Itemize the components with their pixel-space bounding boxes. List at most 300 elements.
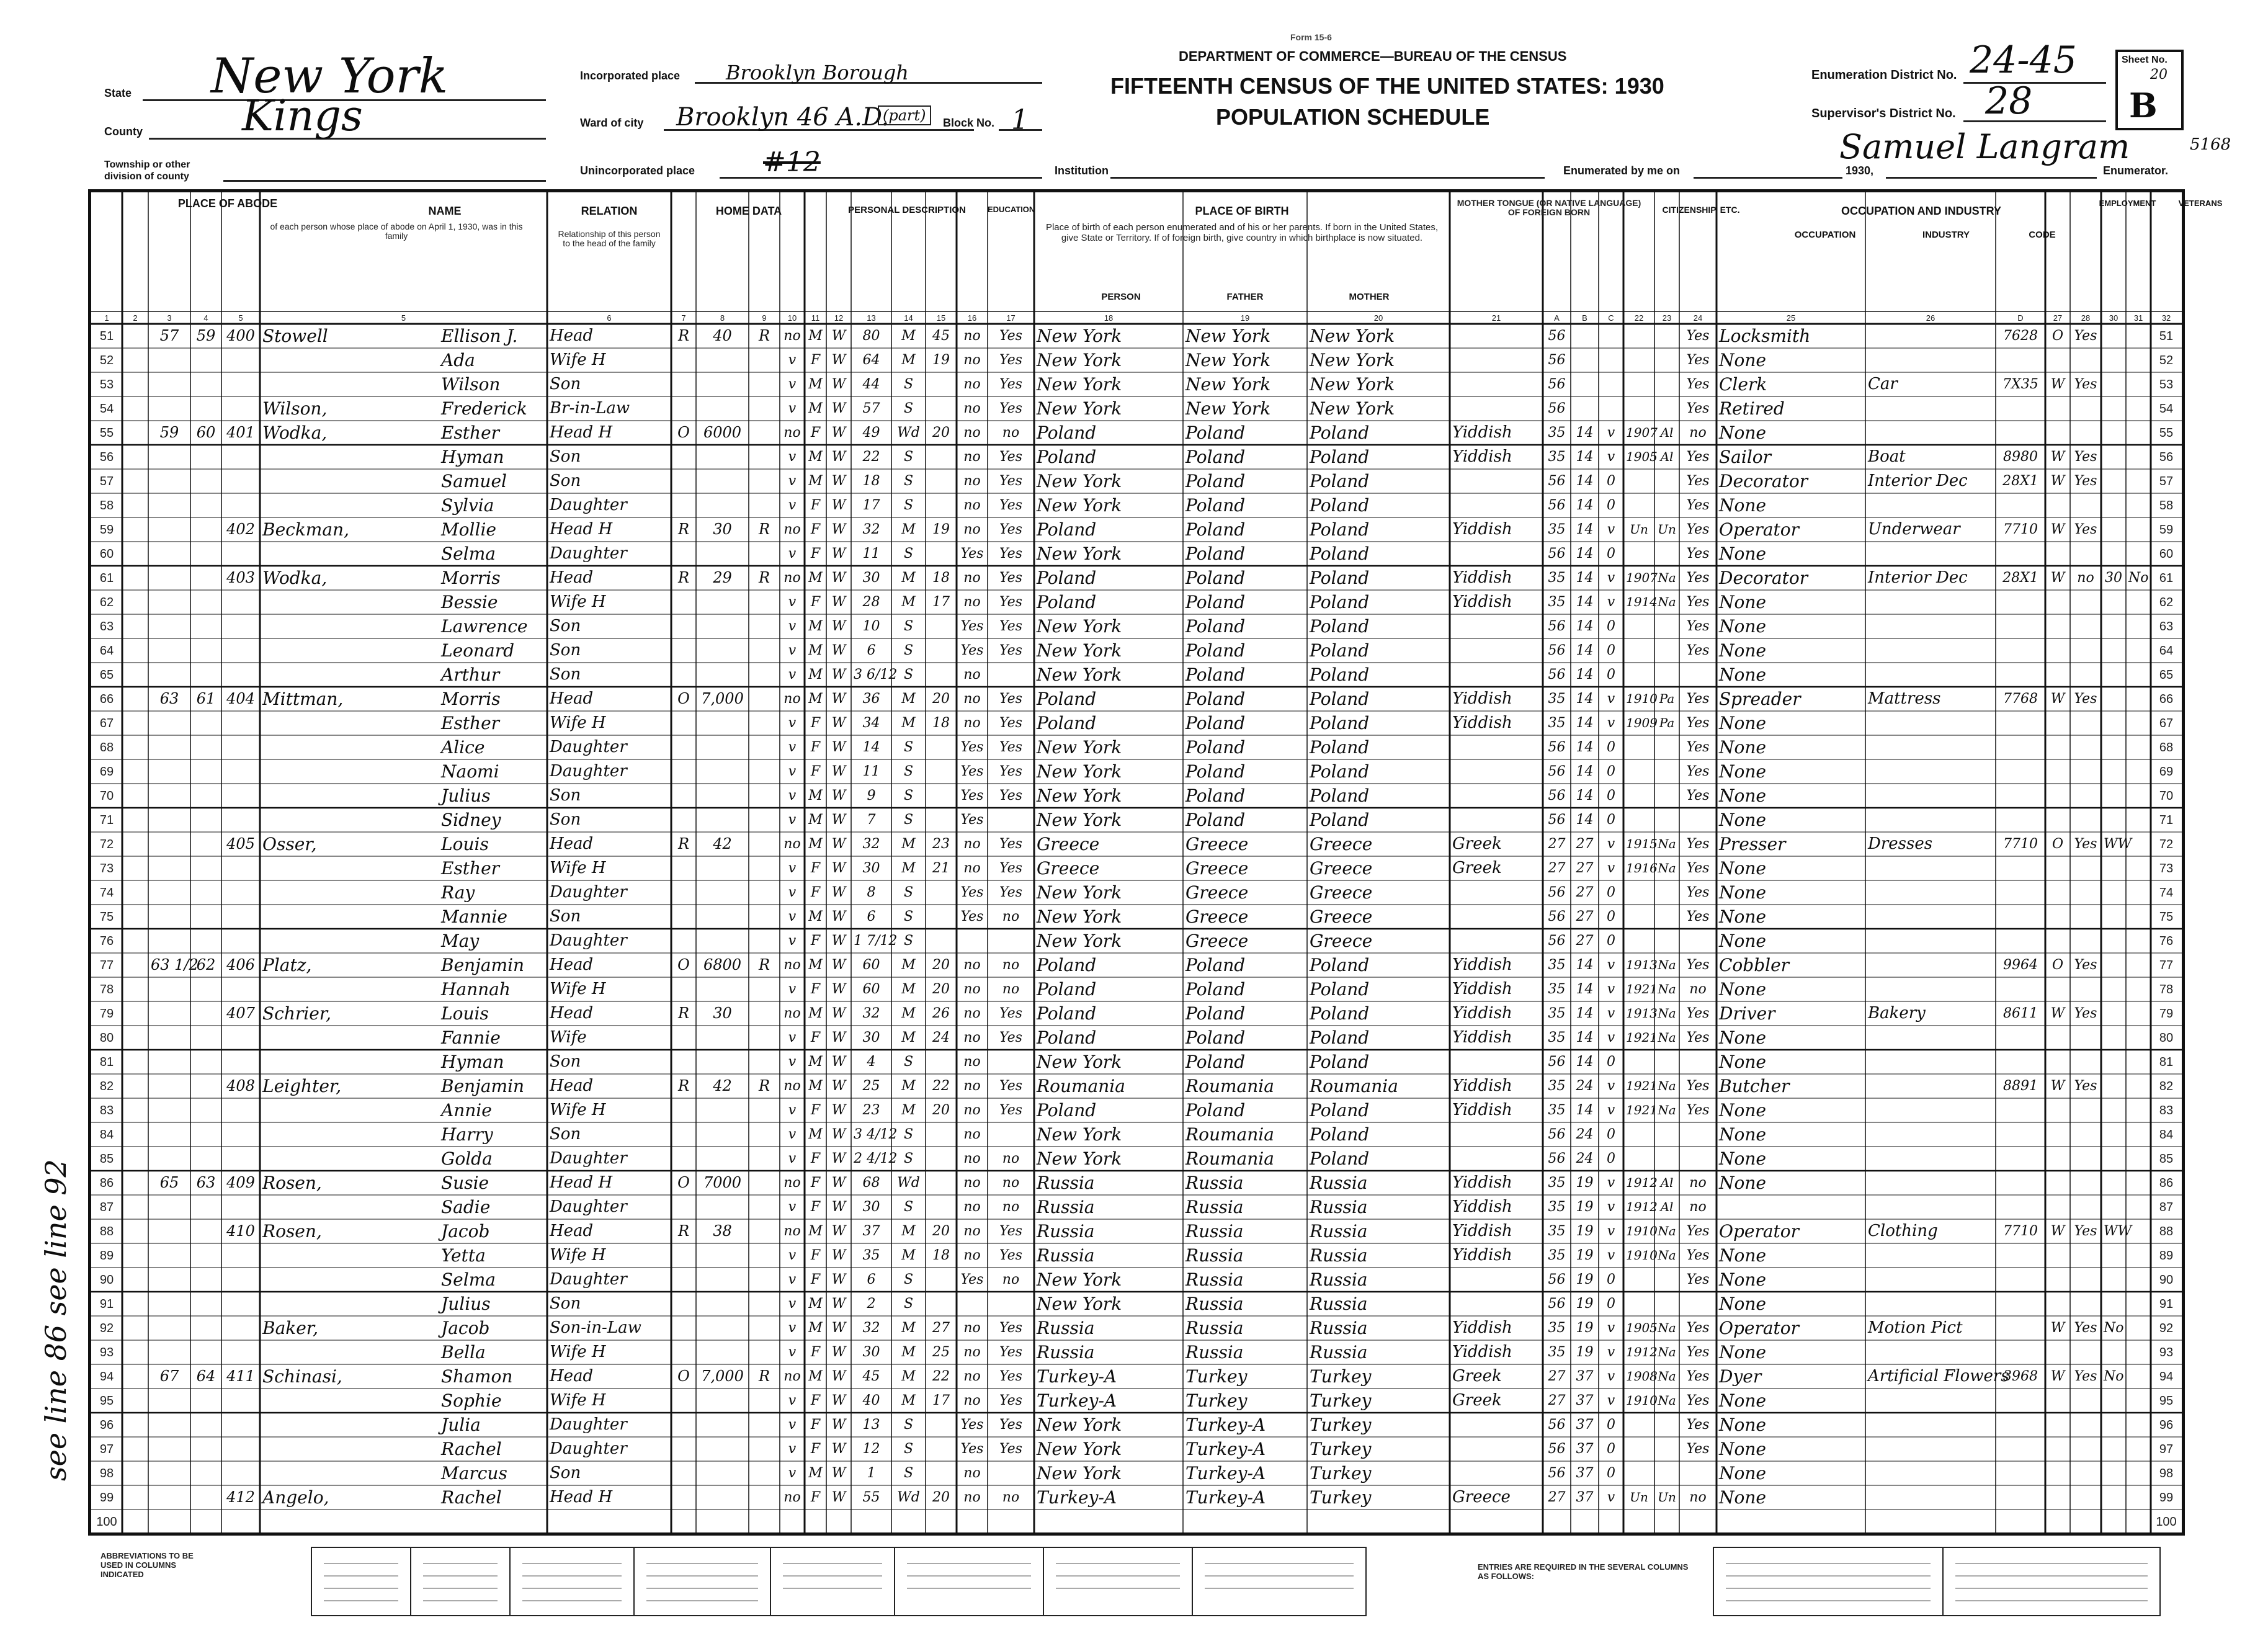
birthplace-father: New York xyxy=(1185,398,1271,419)
race: W xyxy=(831,1490,846,1505)
mother-tongue: Greek xyxy=(1452,1391,1502,1410)
relation: Head xyxy=(550,834,594,853)
occupation-code: 28X1 xyxy=(2002,473,2038,489)
birthplace-mother: Poland xyxy=(1310,1052,1370,1072)
occupation: None xyxy=(1719,1439,1766,1459)
given-name: Julia xyxy=(441,1415,481,1435)
code-a: 56 xyxy=(1548,498,1566,513)
marital-status: M xyxy=(901,1078,916,1094)
line-number-right: 99 xyxy=(2159,1491,2174,1505)
race: W xyxy=(831,643,846,658)
naturalization: Na xyxy=(1658,1369,1676,1384)
column-number: 15 xyxy=(936,313,946,323)
speaks-english: Yes xyxy=(1686,1248,1710,1263)
birthplace-father: Greece xyxy=(1185,931,1249,951)
mother-tongue: Yiddish xyxy=(1452,1101,1512,1119)
birthplace-mother: New York xyxy=(1310,350,1395,370)
race: W xyxy=(831,449,846,465)
at-work: Yes xyxy=(2074,1320,2097,1336)
can-read-write: Yes xyxy=(999,352,1022,368)
radio-set: R xyxy=(758,956,770,973)
birthplace-father: Turkey-A xyxy=(1185,1415,1266,1435)
birthplace-mother: Poland xyxy=(1310,979,1370,1000)
line-number-right: 65 xyxy=(2159,668,2174,682)
code-b: 14 xyxy=(1576,619,1594,634)
occupation-code: 3968 xyxy=(2003,1369,2038,1384)
age: 30 xyxy=(862,861,880,876)
birthplace-person: New York xyxy=(1037,1052,1122,1072)
code-c: 0 xyxy=(1607,1441,1615,1457)
house-number: 63 1/2 xyxy=(151,956,199,973)
given-name: Rachel xyxy=(441,1439,502,1459)
farm-flag: v xyxy=(788,933,797,949)
line-number-left: 89 xyxy=(99,1249,114,1263)
home-value: 38 xyxy=(713,1222,732,1240)
table-row xyxy=(91,348,2182,372)
school-attendance: no xyxy=(963,1320,981,1336)
naturalization: Al xyxy=(1660,1199,1674,1214)
speaks-english: Yes xyxy=(1686,836,1710,852)
column-number: 27 xyxy=(2053,313,2063,323)
table-row xyxy=(91,1171,2182,1195)
sex: M xyxy=(808,401,823,416)
home-tenure: O xyxy=(677,1174,690,1191)
line-number-right: 81 xyxy=(2159,1055,2174,1069)
school-attendance: Yes xyxy=(960,812,984,828)
code-a: 56 xyxy=(1548,764,1566,779)
home-value: 30 xyxy=(713,521,732,538)
table-row xyxy=(91,1389,2182,1413)
occupation: None xyxy=(1719,592,1766,612)
birthplace-mother: Poland xyxy=(1310,713,1370,733)
given-name: Mannie xyxy=(441,906,507,927)
occupation: None xyxy=(1719,495,1766,516)
veteran: 30 xyxy=(2105,570,2122,586)
birthplace-father: Russia xyxy=(1185,1197,1244,1217)
birthplace-mother: Poland xyxy=(1310,423,1370,443)
given-name: Bessie xyxy=(441,592,498,612)
relation: Son xyxy=(550,1125,581,1143)
table-row xyxy=(91,1268,2182,1292)
line-number-left: 66 xyxy=(99,692,114,706)
incorporated-value: Brooklyn Borough xyxy=(726,61,909,84)
code-c: v xyxy=(1607,836,1615,852)
at-work: Yes xyxy=(2074,1224,2097,1239)
mother-tongue: Yiddish xyxy=(1452,1004,1512,1022)
radio-set: R xyxy=(758,1367,770,1385)
farm-flag: no xyxy=(784,522,801,537)
industry: Mattress xyxy=(1868,689,1941,708)
relation: Son xyxy=(550,472,581,490)
given-name: Ray xyxy=(441,882,475,903)
speaks-english: Yes xyxy=(1686,1224,1710,1239)
line-number-left: 51 xyxy=(99,329,114,343)
naturalization: Na xyxy=(1658,1078,1676,1093)
column-number: 20 xyxy=(1373,313,1383,323)
farm-flag: no xyxy=(784,570,801,586)
age: 12 xyxy=(862,1441,880,1457)
given-name: Hyman xyxy=(441,1052,504,1072)
code-a: 35 xyxy=(1548,1224,1566,1239)
table-row xyxy=(91,1510,2182,1534)
occupation: Operator xyxy=(1719,1221,1800,1242)
birthplace-mother: Poland xyxy=(1310,664,1370,685)
line-number-right: 72 xyxy=(2159,838,2174,851)
code-c: v xyxy=(1607,1199,1615,1215)
school-attendance: no xyxy=(963,1054,981,1070)
sex: F xyxy=(810,1030,821,1045)
code-a: 56 xyxy=(1548,352,1566,368)
can-read-write: Yes xyxy=(999,643,1022,658)
farm-flag: no xyxy=(784,1078,801,1094)
can-read-write: Yes xyxy=(999,546,1022,561)
farm-flag: no xyxy=(784,957,801,973)
immigration-year: 1915 xyxy=(1626,836,1658,851)
school-attendance: Yes xyxy=(960,619,984,634)
age-at-marriage: 22 xyxy=(932,1078,950,1094)
age-at-marriage: 17 xyxy=(932,1393,950,1408)
age: 2 4/12 xyxy=(854,1151,898,1166)
farm-flag: v xyxy=(788,473,797,489)
naturalization: Pa xyxy=(1659,715,1675,730)
marital-status: M xyxy=(901,1369,916,1384)
immigration-year: 1905 xyxy=(1626,449,1658,464)
line-number-left: 76 xyxy=(99,934,114,948)
relation: Wife H xyxy=(550,859,606,877)
occupation-code: 7710 xyxy=(2003,836,2038,852)
line-number-left: 88 xyxy=(99,1225,114,1238)
mother-tongue: Yiddish xyxy=(1452,689,1512,708)
birthplace-mother: Poland xyxy=(1310,495,1370,516)
race: W xyxy=(831,546,846,561)
table-row xyxy=(91,372,2182,396)
table-row xyxy=(91,493,2182,517)
table-row xyxy=(91,880,2182,905)
family-number: 406 xyxy=(226,956,255,973)
veteran: WW xyxy=(2104,1224,2132,1239)
age: 11 xyxy=(862,546,880,561)
veteran: WW xyxy=(2104,836,2132,852)
occupation: Operator xyxy=(1719,1318,1800,1338)
sex: F xyxy=(810,594,821,610)
code-a: 56 xyxy=(1548,885,1566,900)
form-number: Form 15-6 xyxy=(1290,32,1332,42)
code-b: 14 xyxy=(1576,473,1594,489)
column-number: 1 xyxy=(104,313,109,323)
race: W xyxy=(831,1465,846,1481)
column-number: 23 xyxy=(1662,313,1672,323)
table-row xyxy=(91,1026,2182,1050)
table-row xyxy=(91,1413,2182,1437)
occupation: Sailor xyxy=(1719,447,1772,467)
birthplace-person: Poland xyxy=(1037,979,1097,1000)
code-a: 56 xyxy=(1548,1127,1566,1142)
sex: M xyxy=(808,1054,823,1070)
marital-status: S xyxy=(903,1296,914,1312)
birthplace-person: New York xyxy=(1037,737,1122,758)
at-work: Yes xyxy=(2074,957,2097,973)
school-attendance: Yes xyxy=(960,1272,984,1287)
birthplace-mother: Turkey xyxy=(1310,1366,1372,1387)
line-number-left: 71 xyxy=(99,813,114,827)
farm-flag: no xyxy=(784,328,801,344)
birthplace-mother: Poland xyxy=(1310,592,1370,612)
occupation: None xyxy=(1719,931,1766,951)
footer-entries-title: ENTRIES ARE REQUIRED IN THE SEVERAL COLUMNS AS FOLLOWS: xyxy=(1478,1562,1689,1581)
speaks-english: Yes xyxy=(1686,449,1710,465)
birthplace-father: Poland xyxy=(1185,495,1246,516)
race: W xyxy=(831,1248,846,1263)
code-a: 56 xyxy=(1548,740,1566,755)
school-attendance: no xyxy=(963,449,981,465)
race: W xyxy=(831,1417,846,1433)
marital-status: M xyxy=(901,352,916,368)
marital-status: S xyxy=(903,885,914,900)
farm-flag: v xyxy=(788,1248,797,1263)
line-number-right: 78 xyxy=(2159,983,2174,996)
birthplace-father: New York xyxy=(1185,326,1271,346)
age: 32 xyxy=(862,522,880,537)
age: 1 xyxy=(867,1465,876,1481)
code-b: 37 xyxy=(1576,1441,1594,1457)
line-number-right: 63 xyxy=(2159,620,2174,633)
marital-status: M xyxy=(901,570,916,586)
school-attendance: no xyxy=(963,715,981,731)
code-b: 19 xyxy=(1576,1248,1594,1263)
class-of-worker: O xyxy=(2051,836,2064,852)
code-b: 27 xyxy=(1576,885,1594,900)
birthplace-father: Poland xyxy=(1185,568,1246,588)
marital-status: S xyxy=(903,643,914,658)
line-number-right: 66 xyxy=(2159,692,2174,706)
line-number-left: 52 xyxy=(99,354,114,367)
code-b: 27 xyxy=(1576,861,1594,876)
code-b: 14 xyxy=(1576,1054,1594,1070)
surname: Osser, xyxy=(262,834,317,854)
marital-status: S xyxy=(903,740,914,755)
sex: M xyxy=(808,1078,823,1094)
class-of-worker: W xyxy=(2050,1369,2065,1384)
home-value: 7,000 xyxy=(701,1367,744,1385)
birthplace-mother: Greece xyxy=(1310,834,1373,854)
at-work: Yes xyxy=(2074,836,2097,852)
unincorporated-value: #12 xyxy=(763,146,821,178)
code-b: 14 xyxy=(1576,498,1594,513)
birthplace-mother: Russia xyxy=(1310,1342,1368,1362)
given-name: Benjamin xyxy=(441,955,525,975)
age: 25 xyxy=(862,1078,880,1094)
occupation: None xyxy=(1719,640,1766,661)
relation: Son-in-Law xyxy=(550,1318,641,1337)
occupation: None xyxy=(1719,1342,1766,1362)
table-row xyxy=(91,905,2182,929)
sex: F xyxy=(810,982,821,997)
farm-flag: v xyxy=(788,619,797,634)
school-attendance: Yes xyxy=(960,885,984,900)
age: 6 xyxy=(867,909,876,924)
occupation: Presser xyxy=(1719,834,1786,854)
class-of-worker: W xyxy=(2050,522,2065,537)
code-c: 0 xyxy=(1607,546,1615,561)
can-read-write: Yes xyxy=(999,498,1022,513)
age: 3 6/12 xyxy=(854,667,898,682)
farm-flag: v xyxy=(788,1344,797,1360)
can-read-write: no xyxy=(1002,425,1020,441)
can-read-write: Yes xyxy=(999,1103,1022,1118)
line-number-left: 57 xyxy=(99,475,114,488)
given-name: Ada xyxy=(441,350,475,370)
birthplace-person: Poland xyxy=(1037,519,1097,540)
age: 57 xyxy=(862,401,880,416)
can-read-write: Yes xyxy=(999,473,1022,489)
line-number-right: 95 xyxy=(2159,1394,2174,1408)
home-value: 6800 xyxy=(703,956,742,973)
relation: Daughter xyxy=(550,738,627,756)
can-read-write: Yes xyxy=(999,377,1022,392)
birthplace-person: Russia xyxy=(1037,1173,1095,1193)
birthplace-father: Poland xyxy=(1185,785,1246,806)
sex: F xyxy=(810,764,821,779)
home-tenure: O xyxy=(677,1367,690,1385)
birthplace-person: Poland xyxy=(1037,447,1097,467)
enumerator-line xyxy=(1886,177,2097,179)
birthplace-person: Poland xyxy=(1037,713,1097,733)
at-work: Yes xyxy=(2074,522,2097,537)
sex: M xyxy=(808,957,823,973)
line-number-right: 71 xyxy=(2159,813,2174,827)
line-number-left: 99 xyxy=(99,1491,114,1505)
surname: Mittman, xyxy=(262,689,344,709)
school-attendance: Yes xyxy=(960,643,984,658)
relation: Head xyxy=(550,1222,594,1240)
age: 18 xyxy=(862,473,880,489)
speaks-english: Yes xyxy=(1686,352,1710,368)
race: W xyxy=(831,1078,846,1094)
relation: Head H xyxy=(550,520,613,539)
age-at-marriage: 20 xyxy=(932,982,950,997)
surname: Wodka, xyxy=(262,568,328,588)
code-a: 56 xyxy=(1548,667,1566,682)
code-c: v xyxy=(1607,522,1615,537)
race: W xyxy=(831,909,846,924)
header-education: EDUCATION xyxy=(988,205,1035,214)
table-row xyxy=(91,566,2182,590)
surname: Leighter, xyxy=(262,1076,342,1096)
code-c: v xyxy=(1607,570,1615,586)
code-c: 0 xyxy=(1607,1296,1615,1312)
can-read-write: no xyxy=(1002,909,1020,924)
code-a: 35 xyxy=(1548,1103,1566,1118)
birthplace-father: Roumania xyxy=(1185,1076,1274,1096)
relation: Head xyxy=(550,568,594,587)
line-number-left: 81 xyxy=(99,1055,114,1069)
birthplace-mother: Roumania xyxy=(1310,1076,1398,1096)
column-number: 13 xyxy=(867,313,876,323)
code-a: 56 xyxy=(1548,1151,1566,1166)
farm-flag: v xyxy=(788,812,797,828)
line-number-left: 68 xyxy=(99,741,114,754)
birthplace-father: Russia xyxy=(1185,1294,1244,1314)
birthplace-father: Roumania xyxy=(1185,1124,1274,1145)
class-of-worker: W xyxy=(2050,570,2065,586)
speaks-english: Yes xyxy=(1686,328,1710,344)
birthplace-mother: Poland xyxy=(1310,471,1370,491)
code-b: 14 xyxy=(1576,594,1594,610)
farm-flag: v xyxy=(788,861,797,876)
dwelling-number: 63 xyxy=(196,1174,216,1191)
birthplace-mother: Russia xyxy=(1310,1245,1368,1266)
occupation-code: 28X1 xyxy=(2002,570,2038,586)
table-row xyxy=(91,735,2182,759)
surname: Beckman, xyxy=(262,519,349,540)
birthplace-mother: Poland xyxy=(1310,616,1370,637)
code-c: v xyxy=(1607,1175,1615,1191)
birthplace-mother: New York xyxy=(1310,374,1395,395)
marital-status: M xyxy=(901,522,916,537)
can-read-write: Yes xyxy=(999,328,1022,344)
line-number-right: 61 xyxy=(2159,571,2174,585)
table-row xyxy=(91,396,2182,421)
column-number: 10 xyxy=(787,313,797,323)
line-number-left: 56 xyxy=(99,450,114,464)
line-number-left: 100 xyxy=(96,1515,117,1529)
given-name: Selma xyxy=(441,544,496,564)
sex: M xyxy=(808,909,823,924)
can-read-write: Yes xyxy=(999,788,1022,803)
age: 6 xyxy=(867,1272,876,1287)
dwelling-number: 59 xyxy=(196,327,216,344)
race: W xyxy=(831,619,846,634)
line-number-left: 70 xyxy=(99,789,114,803)
line-number-right: 83 xyxy=(2159,1104,2174,1117)
class-of-worker: O xyxy=(2051,957,2064,973)
farm-flag: v xyxy=(788,1030,797,1045)
occupation: Clerk xyxy=(1719,374,1767,395)
marital-status: Wd xyxy=(897,1175,920,1191)
mother-tongue: Yiddish xyxy=(1452,1246,1512,1264)
line-number-left: 78 xyxy=(99,983,114,996)
age: 35 xyxy=(862,1248,880,1263)
birthplace-person: Greece xyxy=(1037,834,1100,854)
farm-flag: v xyxy=(788,546,797,561)
occupation: None xyxy=(1719,979,1766,1000)
column-number: B xyxy=(1582,313,1587,323)
block-value: 1 xyxy=(1011,104,1029,136)
birthplace-person: New York xyxy=(1037,1269,1122,1290)
relation: Head xyxy=(550,689,594,708)
line-number-left: 73 xyxy=(99,862,114,875)
sex: F xyxy=(810,352,821,368)
column-number: 4 xyxy=(203,313,208,323)
code-c: v xyxy=(1607,1490,1615,1505)
age: 44 xyxy=(862,377,880,392)
naturalization: Un xyxy=(1658,1490,1676,1505)
mother-tongue: Yiddish xyxy=(1452,1318,1512,1337)
marital-status: S xyxy=(903,401,914,416)
line-number-left: 69 xyxy=(99,765,114,779)
occupation: Spreader xyxy=(1719,689,1801,709)
code-b: 14 xyxy=(1576,957,1594,973)
race: W xyxy=(831,764,846,779)
immigration-year: 1916 xyxy=(1626,861,1658,875)
family-number: 409 xyxy=(226,1174,255,1191)
age: 64 xyxy=(862,352,880,368)
birthplace-mother: Poland xyxy=(1310,447,1370,467)
immigration-year: 1912 xyxy=(1626,1175,1658,1190)
marital-status: S xyxy=(903,667,914,682)
birthplace-mother: Poland xyxy=(1310,810,1370,830)
county-label: County xyxy=(104,125,143,138)
